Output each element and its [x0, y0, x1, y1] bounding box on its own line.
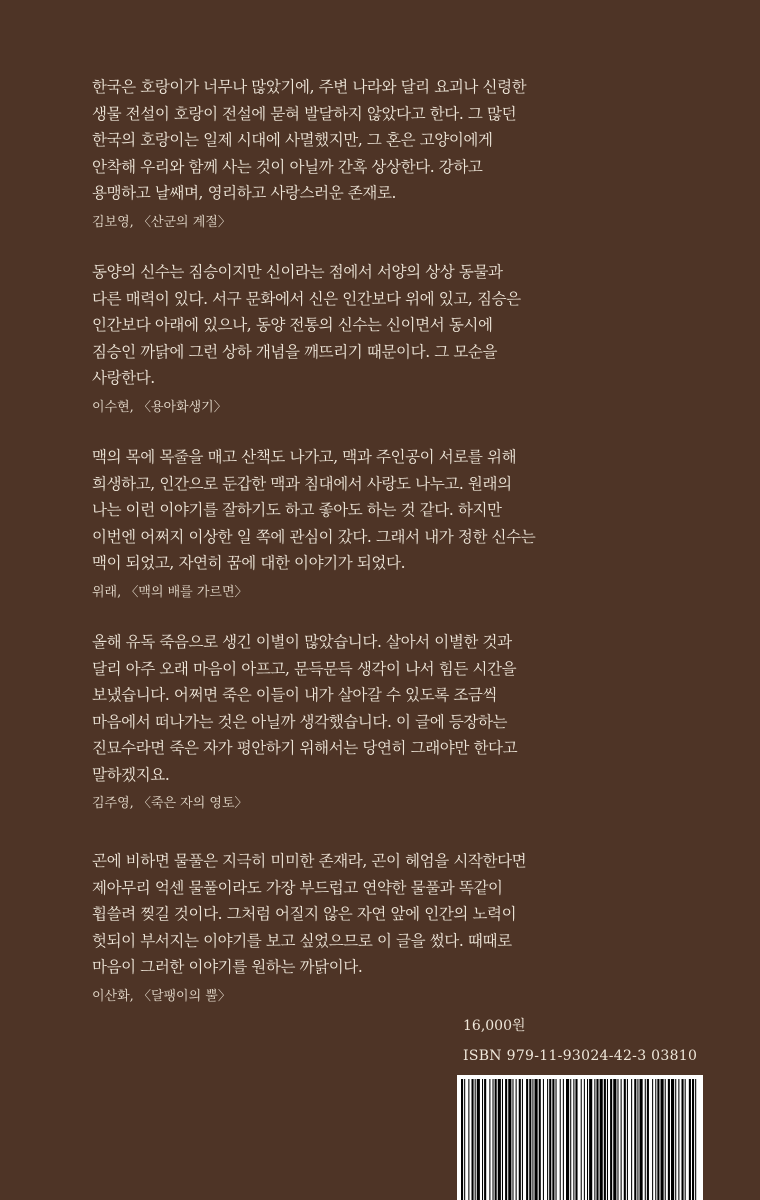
passage-line: 이번엔 어쩌지 이상한 일 쪽에 관심이 갔다. 그래서 내가 정한 신수는 [92, 527, 536, 546]
passage-line: 보냈습니다. 어쩌면 죽은 이들이 내가 살아갈 수 있도록 조금씩 [92, 686, 498, 704]
barcode-bar [526, 1079, 528, 1200]
barcode-bar [671, 1079, 674, 1200]
barcode-bar [575, 1079, 577, 1200]
barcode-bar [657, 1079, 659, 1200]
passage-line: 한국의 호랑이는 일제 시대에 사멸했지만, 그 혼은 고양이에게 [92, 131, 493, 149]
barcode-bar [689, 1079, 691, 1200]
barcode-bar [610, 1079, 612, 1200]
barcode-bar [665, 1079, 666, 1200]
barcode-bar [675, 1079, 676, 1200]
passage-line: 동양의 신수는 짐승이지만 신이라는 점에서 서양의 상상 동물과 [92, 263, 503, 281]
passage-3 [92, 444, 692, 603]
passage-author: 위래, 〈맥의 배를 가르면〉 [92, 584, 248, 600]
barcode-bar [600, 1079, 603, 1200]
barcode-bar [532, 1079, 533, 1200]
barcode-bar [581, 1079, 582, 1200]
barcode-bar [522, 1079, 523, 1200]
barcode-bar [556, 1079, 557, 1200]
barcode-bar [464, 1079, 465, 1200]
barcode-bar [647, 1079, 649, 1200]
passage-line: 맥이 되었고, 자연히 꿈에 대한 이야기가 되었다. [92, 554, 406, 572]
barcode-bar [652, 1079, 653, 1200]
barcode-bar [543, 1079, 544, 1200]
barcode-bar [570, 1079, 571, 1200]
passage-line: 나는 이런 이야기를 잘하기도 하고 좋아도 하는 것 같다. 하지만 [92, 501, 502, 519]
passage-1 [92, 74, 692, 233]
barcode-bar [560, 1079, 561, 1200]
barcode-bar [682, 1079, 684, 1200]
barcode-bar [468, 1079, 469, 1200]
barcode-bar [549, 1079, 551, 1200]
barcode [457, 1075, 703, 1200]
barcode-bar [498, 1079, 501, 1200]
passage-4 [92, 629, 692, 814]
barcode-bar [634, 1079, 636, 1200]
passage-line: 인간보다 아래에 있으나, 동양 전통의 신수는 신이면서 동시에 [92, 316, 493, 334]
barcode-bar [512, 1079, 513, 1200]
barcode-bar [482, 1079, 483, 1200]
barcode-bar [484, 1079, 486, 1200]
barcode-bar [508, 1079, 511, 1200]
barcode-bar [505, 1079, 507, 1200]
barcode-bar [584, 1079, 585, 1200]
barcode-bar [516, 1079, 517, 1200]
barcode-bar [563, 1079, 564, 1200]
barcode-bar [495, 1079, 497, 1200]
passage-line: 올해 유독 죽음으로 생긴 이별이 많았습니다. 살아서 이별한 것과 [92, 633, 512, 651]
barcode-bar [502, 1079, 503, 1200]
barcode-bar [640, 1079, 643, 1200]
barcode-bar [661, 1079, 664, 1200]
price-label: 16,000원 [463, 1018, 526, 1034]
barcode-bar [552, 1079, 554, 1200]
passage-line: 곤에 비하면 물풀은 지극히 미미한 존재라, 곤이 헤엄을 시작한다면 [92, 852, 527, 870]
passage-line: 말하겠지요. [92, 765, 170, 784]
passage-author: 이산화, 〈달팽이의 뿔〉 [92, 988, 231, 1004]
barcode-bar [535, 1079, 538, 1200]
barcode-bar [607, 1079, 608, 1200]
passage-line: 안착해 우리와 함께 사는 것이 아닐까 간혹 상상한다. 강하고 [92, 157, 483, 176]
barcode-bar [621, 1079, 622, 1200]
passage-line: 희생하고, 인간으로 둔갑한 맥과 침대에서 사랑도 나누고. 원래의 [92, 474, 512, 493]
barcode-bar [685, 1079, 686, 1200]
barcode-bar [539, 1079, 541, 1200]
passage-line: 진묘수라면 죽은 자가 평안하기 위해서는 당연히 그래야만 한다고 [92, 739, 518, 757]
passage-line: 달리 아주 오래 마음이 아프고, 문득문득 생각이 나서 힘든 시간을 [92, 659, 517, 678]
passage-line: 짐승인 까닭에 그런 상하 개념을 깨뜨리기 때문이다. 그 모순을 [92, 342, 498, 361]
passage-line: 맥의 목에 목줄을 매고 산책도 나가고, 맥과 주인공이 서로를 위해 [92, 448, 517, 466]
passage-line: 다른 매력이 있다. 서구 문화에서 신은 인간보다 위에 있고, 짐승은 [92, 289, 521, 308]
passage-line: 생물 전설이 호랑이 전설에 묻혀 발달하지 않았다고 한다. 그 많던 [92, 104, 517, 123]
passage-line: 마음이 그러한 이야기를 원하는 까닭이다. [92, 958, 363, 976]
barcode-bar [573, 1079, 574, 1200]
passage-line: 헛되이 부서지는 이야기를 보고 싶었으므로 이 글을 썼다. 때때로 [92, 931, 512, 950]
barcode-bar [617, 1079, 618, 1200]
passage-author: 김보영, 〈산군의 계절〉 [92, 214, 231, 230]
barcode-bar [624, 1079, 626, 1200]
barcode-bar [645, 1079, 646, 1200]
barcode-bar [461, 1079, 463, 1200]
passage-line: 사랑한다. [92, 369, 155, 387]
barcode-bar [637, 1079, 638, 1200]
passage-author: 김주영, 〈죽은 자의 영토〉 [92, 796, 248, 811]
barcode-bar [589, 1079, 592, 1200]
barcode-bar [631, 1079, 632, 1200]
passage-5 [92, 848, 692, 1007]
barcode-bar [547, 1079, 548, 1200]
barcode-bar [529, 1079, 531, 1200]
passage-author: 이수현, 〈용아화생기〉 [92, 399, 227, 415]
barcode-bar [587, 1079, 588, 1200]
barcode-bar [519, 1079, 521, 1200]
isbn-label: ISBN 979-11-93024-42-3 03810 [463, 1048, 698, 1064]
passage-line: 제아무리 억센 물풀이라도 가장 부드럽고 연약한 물풀과 똑같이 [92, 878, 503, 897]
barcode-bar [489, 1079, 490, 1200]
barcode-bar [678, 1079, 679, 1200]
barcode-bar [613, 1079, 616, 1200]
barcode-bar [692, 1079, 694, 1200]
barcode-bar [655, 1079, 656, 1200]
barcode-bar [472, 1079, 474, 1200]
barcode-bar [477, 1079, 480, 1200]
barcode-bar [695, 1079, 696, 1200]
passage-2 [92, 259, 692, 418]
barcode-bar [475, 1079, 476, 1200]
barcode-bar [596, 1079, 598, 1200]
barcode-bar [604, 1079, 606, 1200]
barcode-icon [457, 1075, 703, 1200]
passage-line: 한국은 호랑이가 너무나 많았기에, 주변 나라와 달리 요괴나 신령한 [92, 78, 527, 96]
barcode-bar [627, 1079, 628, 1200]
passage-line: 마음에서 떠나가는 것은 아닐까 생각했습니다. 이 글에 등장하는 [92, 712, 508, 731]
passage-line: 휩쓸려 찢길 것이다. 그처럼 어질지 않은 자연 앞에 인간의 노력이 [92, 905, 517, 923]
barcode-bar [594, 1079, 595, 1200]
barcode-bar [566, 1079, 569, 1200]
passage-line: 용맹하고 날쌔며, 영리하고 사랑스러운 존재로. [92, 184, 397, 202]
barcode-bar [493, 1079, 494, 1200]
barcode-bar [668, 1079, 670, 1200]
